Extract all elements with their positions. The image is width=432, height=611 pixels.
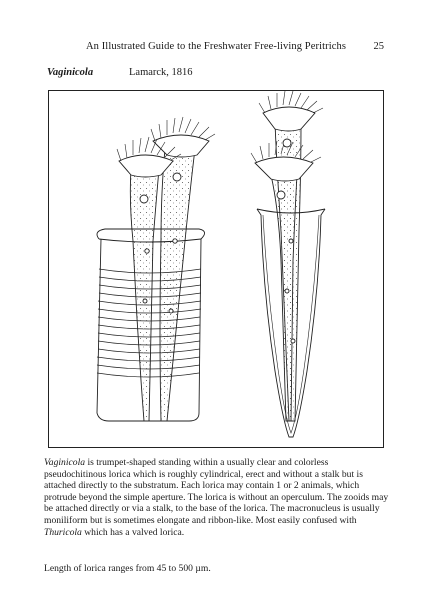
page-number: 25 xyxy=(373,41,384,52)
description-genus: Vaginicola xyxy=(44,457,86,468)
figure-illustration xyxy=(48,90,384,448)
genus-name: Vaginicola xyxy=(47,67,94,78)
description-compare-genus: Thuricola xyxy=(44,526,82,538)
genus-description xyxy=(44,457,390,538)
description-text-1: is trumpet-shaped standing within a usually clear and colorless pseudochitinous lorica which is roughly cylindrical, erect and without a stalk but is attached directly to the substratum. Each lorica may contain 1 or 2 animals, which protrude beyond the simple aperture. The lorica is without an operculum. The zooids may be attached directly or via a stalk, to the base of the lorica. The macronucleus is usually moniliform but is sometimes elongate and ribbon-like. Most easily confused with xyxy=(44,457,389,526)
description-text-2: which has a valved lorica. xyxy=(81,526,185,538)
vaginicola-drawing xyxy=(49,91,385,449)
lorica-length: Length of lorica ranges from 45 to 500 µm. xyxy=(44,563,211,574)
right-zooids xyxy=(251,91,323,421)
genus-author: Lamarck, 1816 xyxy=(129,67,193,78)
genus-heading xyxy=(47,67,193,78)
running-header: An Illustrated Guide to the Freshwater Free-living Peritrichs xyxy=(85,41,347,52)
